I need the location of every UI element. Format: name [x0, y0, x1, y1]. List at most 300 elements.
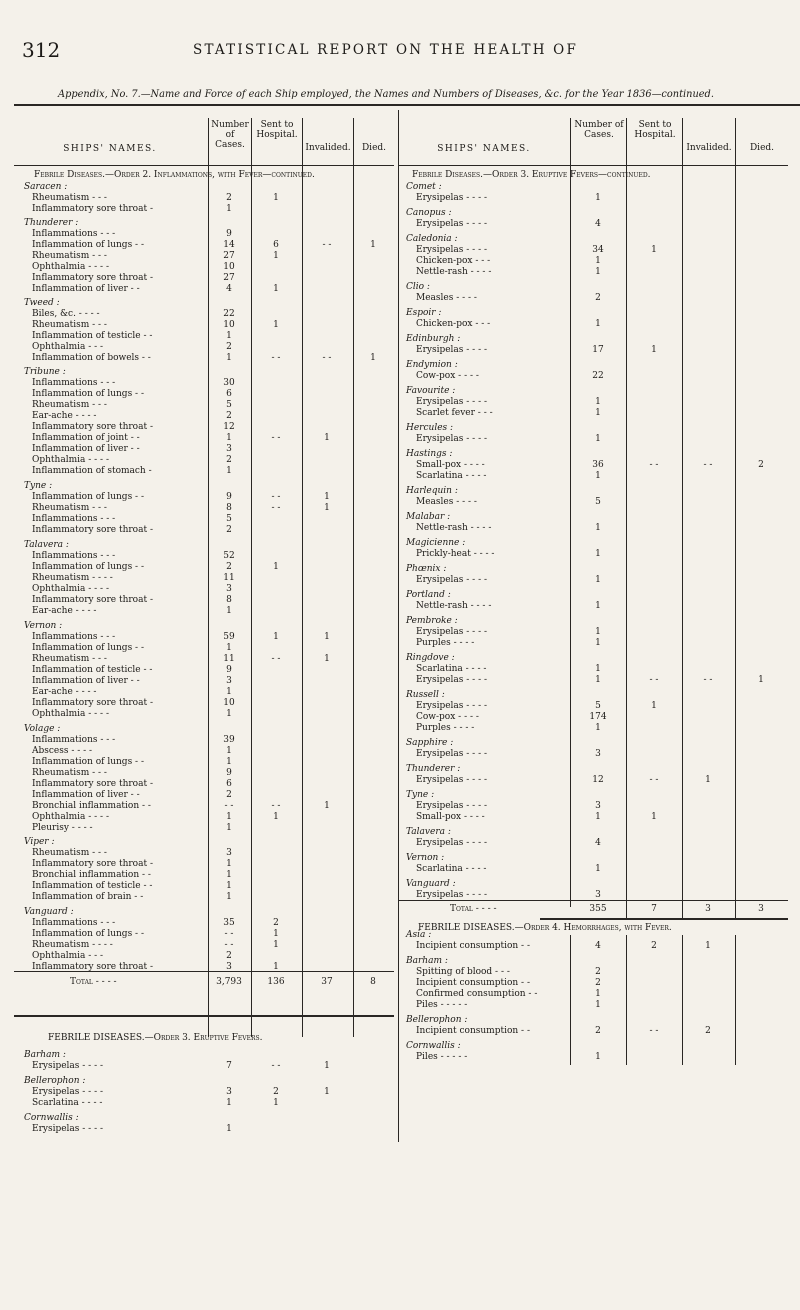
cases-value: 5 [595, 497, 601, 507]
disease-name: Ophthalmia - - - - [32, 709, 109, 719]
sent-value: 1 [651, 245, 657, 255]
disease-name: Rheumatism - - - - [32, 573, 113, 583]
invalided-value: 1 [324, 1061, 330, 1071]
disease-name: Biles, &c. - - - - [32, 309, 100, 319]
cases-value: 2 [595, 978, 601, 988]
cases-value: 35 [223, 918, 235, 928]
sent-value: - - [271, 503, 281, 513]
cases-value: 3 [595, 801, 601, 811]
disease-name: Rheumatism - - - [32, 193, 107, 203]
cases-value: 2 [226, 342, 232, 352]
ship-name: Malabar : [406, 512, 451, 522]
ship-name: Hercules : [406, 423, 454, 433]
invalided-value: - - [703, 675, 713, 685]
cases-value: - - [224, 801, 234, 811]
ship-name: Comet : [406, 182, 442, 192]
disease-name: Inflammation of lungs - - [32, 240, 144, 250]
cases-value: 1 [226, 687, 232, 697]
ship-name: Tweed : [24, 298, 60, 308]
invalided-value: 1 [705, 941, 711, 951]
ship-name: Clio : [406, 282, 430, 292]
disease-name: Rheumatism - - - - [32, 940, 113, 950]
disease-name: Rheumatism - - - [32, 503, 107, 513]
cases-value: 1 [226, 823, 232, 833]
sent-value: 1 [273, 962, 279, 972]
cases-value: 1 [595, 812, 601, 822]
sent-value: - - [271, 353, 281, 363]
cases-value: 3 [226, 1087, 232, 1097]
disease-name: Ear-ache - - - - [32, 687, 97, 697]
cases-value: 9 [226, 229, 232, 239]
disease-name: Inflammatory sore throat - [32, 698, 153, 708]
cases-value: 2 [226, 951, 232, 961]
cases-value: 1 [595, 664, 601, 674]
ship-name: Saracen : [24, 182, 68, 192]
cases-value: 174 [589, 712, 607, 722]
cases-value: 1 [595, 638, 601, 648]
disease-name: Rheumatism - - - [32, 654, 107, 664]
header-number-of-cases: Number of Cases. [574, 120, 624, 141]
disease-name: Inflammation of brain - - [32, 892, 144, 902]
ship-name: Ringdove : [406, 653, 455, 663]
disease-name: Spitting of blood - - - [416, 967, 510, 977]
cases-value: 1 [595, 193, 601, 203]
disease-name: Cow-pox - - - - [416, 371, 479, 381]
sent-value: 2 [651, 941, 657, 951]
cases-value: 8 [226, 503, 232, 513]
total-invalided: 3 [705, 904, 711, 914]
cases-value: 2 [226, 193, 232, 203]
disease-name: Erysipelas - - - - [416, 345, 488, 355]
disease-name: Piles - - - - - [416, 1052, 468, 1062]
disease-name: Inflammations - - - [32, 632, 116, 642]
disease-name: Erysipelas - - - - [416, 749, 488, 759]
invalided-value: - - [322, 240, 332, 250]
cases-value: 3 [226, 584, 232, 594]
disease-name: Ophthalmia - - - - [32, 455, 109, 465]
table-subtitle: Appendix, No. 7.—Name and Force of each Ship employed, the Names and Numbers of Diseases, &c. for the Year 1836—continued. [58, 89, 714, 100]
disease-name: Inflammatory sore throat - [32, 779, 153, 789]
ship-name: Vanguard : [24, 907, 74, 917]
disease-name: Confirmed consumption - - [416, 989, 538, 999]
ship-name: Talavera : [24, 540, 69, 550]
cases-value: 1 [226, 746, 232, 756]
cases-value: 22 [223, 309, 235, 319]
cases-value: 1 [595, 675, 601, 685]
cases-value: 17 [592, 345, 604, 355]
disease-name: Inflammatory sore throat - [32, 859, 153, 869]
cases-value: 1 [226, 643, 232, 653]
disease-name: Inflammation of testicle - - [32, 881, 153, 891]
invalided-value: - - [703, 460, 713, 470]
sent-value: 1 [273, 1098, 279, 1108]
cases-value: 1 [226, 709, 232, 719]
disease-name: Inflammations - - - [32, 551, 116, 561]
cases-value: 2 [226, 455, 232, 465]
cases-value: 1 [226, 606, 232, 616]
cases-value: 27 [223, 251, 235, 261]
disease-name: Ear-ache - - - - [32, 411, 97, 421]
cases-value: 1 [595, 256, 601, 266]
ship-name: Vernon : [24, 621, 63, 631]
disease-name: Small-pox - - - - [416, 460, 485, 470]
disease-name: Incipient consumption - - [416, 978, 530, 988]
cases-value: 1 [595, 397, 601, 407]
disease-name: Inflammation of bowels - - [32, 353, 151, 363]
invalided-value: 1 [324, 632, 330, 642]
sent-value: - - [649, 1026, 659, 1036]
disease-name: Ophthalmia - - - [32, 951, 104, 961]
ship-name: Edinburgh : [406, 334, 461, 344]
invalided-value: 1 [324, 654, 330, 664]
section-heading: FEBRILE DISEASES.—Order 4. Hemorrhages, with Fever. [418, 923, 672, 933]
sent-value: 1 [273, 251, 279, 261]
cases-value: 11 [223, 573, 235, 583]
cases-value: 12 [223, 422, 235, 432]
cases-value: 1 [226, 859, 232, 869]
cases-value: 59 [223, 632, 235, 642]
cases-value: 4 [595, 838, 601, 848]
cases-value: 1 [595, 723, 601, 733]
ship-name: Magicienne : [406, 538, 466, 548]
disease-name: Cow-pox - - - - [416, 712, 479, 722]
disease-name: Erysipelas - - - - [416, 219, 488, 229]
cases-value: 3 [226, 444, 232, 454]
disease-name: Inflammation of lungs - - [32, 562, 144, 572]
ship-name: Bellerophon : [406, 1015, 468, 1025]
top-rule [14, 104, 800, 106]
disease-name: Ophthalmia - - - - [32, 262, 109, 272]
ship-name: Cornwallis : [24, 1113, 79, 1123]
cases-value: 1 [226, 433, 232, 443]
cases-value: 3 [226, 676, 232, 686]
disease-name: Pleurisy - - - - [32, 823, 93, 833]
cases-value: 4 [595, 941, 601, 951]
disease-name: Rheumatism - - - [32, 848, 107, 858]
ship-name: Tyne : [406, 790, 435, 800]
invalided-value: 1 [324, 1087, 330, 1097]
sent-value: 1 [273, 193, 279, 203]
disease-name: Scarlet fever - - - [416, 408, 493, 418]
ship-name: Phœnix : [406, 564, 447, 574]
disease-name: Inflammation of liver - - [32, 676, 140, 686]
disease-name: Nettle-rash - - - - [416, 601, 492, 611]
disease-name: Inflammatory sore throat - [32, 595, 153, 605]
cases-value: 14 [223, 240, 235, 250]
ship-name: Tyne : [24, 481, 53, 491]
disease-name: Abscess - - - - [32, 746, 93, 756]
cases-value: 6 [226, 779, 232, 789]
total-cases: 355 [589, 904, 607, 914]
died-value: 1 [370, 353, 376, 363]
disease-name: Inflammatory sore throat - [32, 962, 153, 972]
cases-value: 10 [223, 262, 235, 272]
cases-value: 1 [595, 627, 601, 637]
ship-name: Harlequin : [406, 486, 458, 496]
header-ships-names: SHIPS' NAMES. [437, 144, 531, 154]
ship-name: Vanguard : [406, 879, 456, 889]
disease-name: Inflammation of liver - - [32, 444, 140, 454]
invalided-value: 2 [705, 1026, 711, 1036]
cases-value: 1 [595, 267, 601, 277]
cases-value: 1 [595, 471, 601, 481]
cases-value: 1 [595, 319, 601, 329]
disease-name: Inflammatory sore throat - [32, 422, 153, 432]
header-sent-to-hospital: Sent to Hospital. [634, 120, 676, 141]
cases-value: 3 [595, 749, 601, 759]
cases-value: 2 [595, 293, 601, 303]
ship-name: Endymion : [406, 360, 458, 370]
total-label: Total - - - - [70, 977, 117, 987]
cases-value: 36 [592, 460, 604, 470]
total-sent: 136 [267, 977, 285, 987]
disease-name: Inflammations - - - [32, 514, 116, 524]
cases-value: 2 [226, 525, 232, 535]
cases-value: 1 [226, 881, 232, 891]
cases-value: 2 [226, 562, 232, 572]
invalided-value: 1 [705, 775, 711, 785]
sent-value: - - [649, 775, 659, 785]
disease-name: Erysipelas - - - - [416, 801, 488, 811]
invalided-value: 1 [324, 492, 330, 502]
ship-name: Volage : [24, 724, 61, 734]
ship-name: Portland : [406, 590, 451, 600]
disease-name: Inflammation of joint - - [32, 433, 140, 443]
disease-name: Erysipelas - - - - [32, 1087, 104, 1097]
header-ships-names: SHIPS' NAMES. [63, 144, 157, 154]
sent-value: 2 [273, 918, 279, 928]
cases-value: 5 [226, 514, 232, 524]
cases-value: 5 [595, 701, 601, 711]
total-died: 3 [758, 904, 764, 914]
disease-name: Inflammation of testicle - - [32, 331, 153, 341]
sent-value: 2 [273, 1087, 279, 1097]
cases-value: 1 [226, 812, 232, 822]
cases-value: 30 [223, 378, 235, 388]
cases-value: 1 [595, 434, 601, 444]
disease-name: Rheumatism - - - [32, 320, 107, 330]
died-value: 1 [758, 675, 764, 685]
ship-name: Espoir : [406, 308, 442, 318]
total-invalided: 37 [321, 977, 333, 987]
cases-value: 27 [223, 273, 235, 283]
cases-value: 9 [226, 492, 232, 502]
sent-value: - - [271, 654, 281, 664]
sent-value: 1 [273, 929, 279, 939]
cases-value: 10 [223, 320, 235, 330]
disease-name: Ophthalmia - - - [32, 342, 104, 352]
cases-value: 1 [595, 864, 601, 874]
ship-name: Tribune : [24, 367, 66, 377]
header-died: Died. [361, 143, 387, 153]
cases-value: 1 [226, 331, 232, 341]
ship-name: Russell : [406, 690, 445, 700]
disease-name: Scarlatina - - - - [416, 471, 487, 481]
disease-name: Erysipelas - - - - [416, 890, 488, 900]
disease-name: Erysipelas - - - - [416, 397, 488, 407]
ship-name: Barham : [24, 1050, 66, 1060]
cases-value: 39 [223, 735, 235, 745]
disease-name: Inflammation of lungs - - [32, 929, 144, 939]
disease-name: Erysipelas - - - - [416, 193, 488, 203]
cases-value: - - [224, 929, 234, 939]
total-died: 8 [370, 977, 376, 987]
disease-name: Purples - - - - [416, 723, 475, 733]
cases-value: 2 [595, 1026, 601, 1036]
section-heading: Febrile Diseases.—Order 3. Eruptive Fevers—continued. [412, 170, 651, 180]
cases-value: 1 [226, 1098, 232, 1108]
cases-value: - - [224, 940, 234, 950]
section-heading: Febrile Diseases.—Order 2. Inflammations, with Fever—continued. [34, 170, 315, 180]
sent-value: 1 [273, 940, 279, 950]
cases-value: 2 [226, 411, 232, 421]
ship-name: Sapphire : [406, 738, 454, 748]
ship-name: Thunderer : [406, 764, 461, 774]
disease-name: Erysipelas - - - - [416, 434, 488, 444]
cases-value: 1 [226, 757, 232, 767]
disease-name: Erysipelas - - - - [416, 838, 488, 848]
disease-name: Inflammation of liver - - [32, 790, 140, 800]
ship-name: Pembroke : [406, 616, 458, 626]
sent-value: 1 [651, 345, 657, 355]
cases-value: 1 [226, 1124, 232, 1134]
cases-value: 4 [226, 284, 232, 294]
disease-name: Prickly-heat - - - - [416, 549, 495, 559]
cases-value: 1 [595, 549, 601, 559]
cases-value: 3 [226, 848, 232, 858]
disease-name: Scarlatina - - - - [32, 1098, 103, 1108]
cases-value: 1 [595, 1000, 601, 1010]
sent-value: - - [649, 460, 659, 470]
sent-value: - - [271, 1061, 281, 1071]
disease-name: Inflammation of lungs - - [32, 757, 144, 767]
disease-name: Ophthalmia - - - - [32, 812, 109, 822]
cases-value: 1 [595, 408, 601, 418]
header-sent-to-hospital: Sent to Hospital. [256, 120, 298, 141]
ship-name: Cornwallis : [406, 1041, 461, 1051]
running-head: STATISTICAL REPORT ON THE HEALTH OF [193, 42, 579, 58]
disease-name: Inflammation of liver - - [32, 284, 140, 294]
header-died: Died. [749, 143, 775, 153]
disease-name: Inflammations - - - [32, 378, 116, 388]
disease-name: Piles - - - - - [416, 1000, 468, 1010]
died-value: 2 [758, 460, 764, 470]
disease-name: Inflammation of lungs - - [32, 492, 144, 502]
disease-name: Inflammation of lungs - - [32, 389, 144, 399]
sent-value: 1 [273, 320, 279, 330]
ship-name: Favourite : [406, 386, 456, 396]
disease-name: Incipient consumption - - [416, 941, 530, 951]
cases-value: 1 [595, 1052, 601, 1062]
ship-name: Bellerophon : [24, 1076, 86, 1086]
disease-name: Incipient consumption - - [416, 1026, 530, 1036]
disease-name: Inflammation of testicle - - [32, 665, 153, 675]
sent-value: - - [271, 433, 281, 443]
cases-value: 3 [595, 890, 601, 900]
disease-name: Ear-ache - - - - [32, 606, 97, 616]
cases-value: 1 [226, 466, 232, 476]
cases-value: 1 [226, 870, 232, 880]
disease-name: Bronchial inflammation - - [32, 801, 151, 811]
ship-name: Talavera : [406, 827, 451, 837]
sent-value: - - [649, 675, 659, 685]
cases-value: 52 [223, 551, 235, 561]
sent-value: 1 [273, 284, 279, 294]
cases-value: 8 [226, 595, 232, 605]
sent-value: - - [271, 492, 281, 502]
ship-name: Asia : [406, 930, 432, 940]
disease-name: Rheumatism - - - [32, 768, 107, 778]
disease-name: Scarlatina - - - - [416, 864, 487, 874]
sent-value: 1 [651, 812, 657, 822]
disease-name: Erysipelas - - - - [416, 675, 488, 685]
ship-name: Thunderer : [24, 218, 79, 228]
disease-name: Bronchial inflammation - - [32, 870, 151, 880]
cases-value: 5 [226, 400, 232, 410]
sent-value: 1 [273, 562, 279, 572]
disease-name: Inflammation of stomach - [32, 466, 152, 476]
cases-value: 1 [595, 601, 601, 611]
header-invalided: Invalided. [686, 143, 732, 153]
disease-name: Small-pox - - - - [416, 812, 485, 822]
header-number-of-cases: Number of Cases. [211, 120, 249, 151]
disease-name: Inflammation of lungs - - [32, 643, 144, 653]
invalided-value: 1 [324, 433, 330, 443]
cases-value: 1 [226, 353, 232, 363]
disease-name: Erysipelas - - - - [32, 1124, 104, 1134]
disease-name: Inflammations - - - [32, 918, 116, 928]
disease-name: Inflammations - - - [32, 735, 116, 745]
sent-value: - - [271, 801, 281, 811]
disease-name: Chicken-pox - - - [416, 256, 491, 266]
total-sent: 7 [651, 904, 657, 914]
disease-name: Rheumatism - - - [32, 400, 107, 410]
total-label: Total - - - - [450, 904, 497, 914]
cases-value: 12 [592, 775, 604, 785]
died-value: 1 [370, 240, 376, 250]
disease-name: Nettle-rash - - - - [416, 267, 492, 277]
sent-value: 1 [273, 632, 279, 642]
cases-value: 2 [226, 790, 232, 800]
total-cases: 3,793 [216, 977, 242, 987]
ship-name: Hastings : [406, 449, 453, 459]
page-number: 312 [22, 38, 61, 62]
disease-name: Erysipelas - - - - [416, 245, 488, 255]
disease-name: Erysipelas - - - - [416, 575, 488, 585]
ship-name: Caledonia : [406, 234, 458, 244]
cases-value: 7 [226, 1061, 232, 1071]
disease-name: Inflammatory sore throat - [32, 273, 153, 283]
cases-value: 9 [226, 768, 232, 778]
disease-name: Ophthalmia - - - - [32, 584, 109, 594]
cases-value: 1 [595, 989, 601, 999]
cases-value: 34 [592, 245, 604, 255]
ship-name: Viper : [24, 837, 55, 847]
disease-name: Inflammatory sore throat - [32, 525, 153, 535]
ship-name: Vernon : [406, 853, 445, 863]
sent-value: 1 [273, 812, 279, 822]
disease-name: Erysipelas - - - - [32, 1061, 104, 1071]
cases-value: 3 [226, 962, 232, 972]
cases-value: 22 [592, 371, 604, 381]
cases-value: 1 [595, 523, 601, 533]
disease-name: Measles - - - - [416, 293, 477, 303]
cases-value: 11 [223, 654, 235, 664]
cases-value: 1 [595, 575, 601, 585]
cases-value: 4 [595, 219, 601, 229]
cases-value: 6 [226, 389, 232, 399]
disease-name: Rheumatism - - - [32, 251, 107, 261]
